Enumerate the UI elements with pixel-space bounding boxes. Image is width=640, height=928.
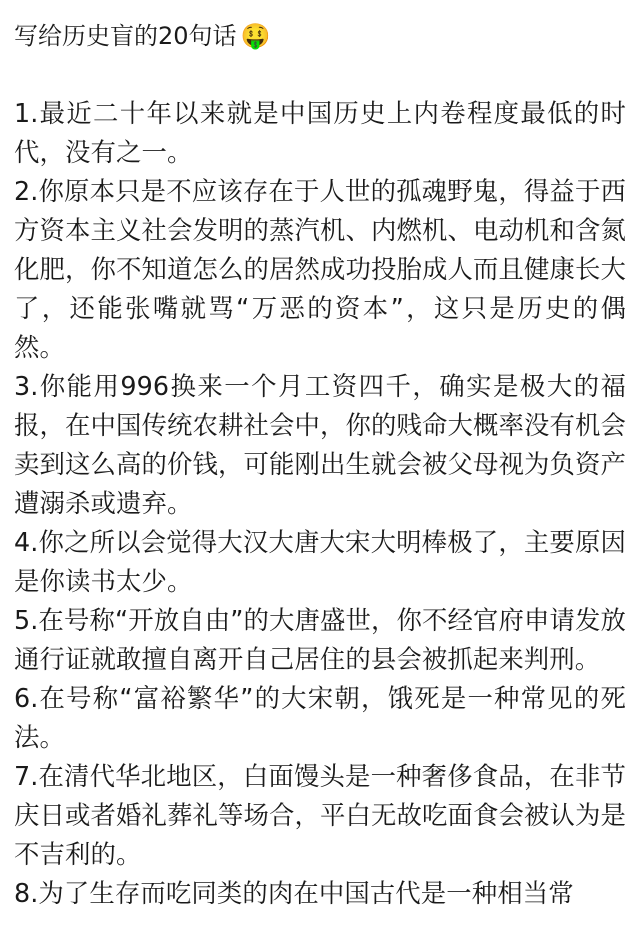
paragraph-2: 2.你原本只是不应该存在于人世的孤魂野鬼，得益于西方资本主义社会发明的蒸汽机、内燃机、电动机和含氮化肥，你不知道怎么的居然成功投胎成人而且健康长大了，还能张嘴就骂“万恶的资本”，这只是历史的偶然。 — [14, 176, 626, 362]
post-body — [14, 94, 626, 913]
post-title-row — [14, 10, 626, 62]
paragraph-4: 4.你之所以会觉得大汉大唐大宋大明棒极了，主要原因是你读书太少。 — [14, 527, 626, 596]
paragraph-3: 3.你能用996换来一个月工资四千，确实是极大的福报，在中国传统农耕社会中，你的贱命大概率没有机会卖到这么高的价钱，可能刚出生就会被父母视为负资产遭溺杀或遗弃。 — [14, 371, 626, 518]
post-title: 写给历史盲的20句话 — [14, 22, 237, 50]
paragraph-7: 7.在清代华北地区，白面馒头是一种奢侈食品，在非节庆日或者婚礼葬礼等场合，平白无故吃面食会被认为是不吉利的。 — [14, 761, 626, 869]
money-face-emoji-icon: 🤑 — [240, 22, 271, 50]
paragraph-5: 5.在号称“开放自由”的大唐盛世，你不经官府申请发放通行证就敢擅自离开自己居住的县会被抓起来判刑。 — [14, 605, 626, 674]
blank-line — [14, 62, 626, 94]
paragraph-6: 6.在号称“富裕繁华”的大宋朝，饿死是一种常见的死法。 — [14, 683, 626, 752]
paragraph-8: 8.为了生存而吃同类的肉在中国古代是一种相当常 — [14, 878, 574, 908]
paragraph-1: 1.最近二十年以来就是中国历史上内卷程度最低的时代，没有之一。 — [14, 98, 626, 167]
